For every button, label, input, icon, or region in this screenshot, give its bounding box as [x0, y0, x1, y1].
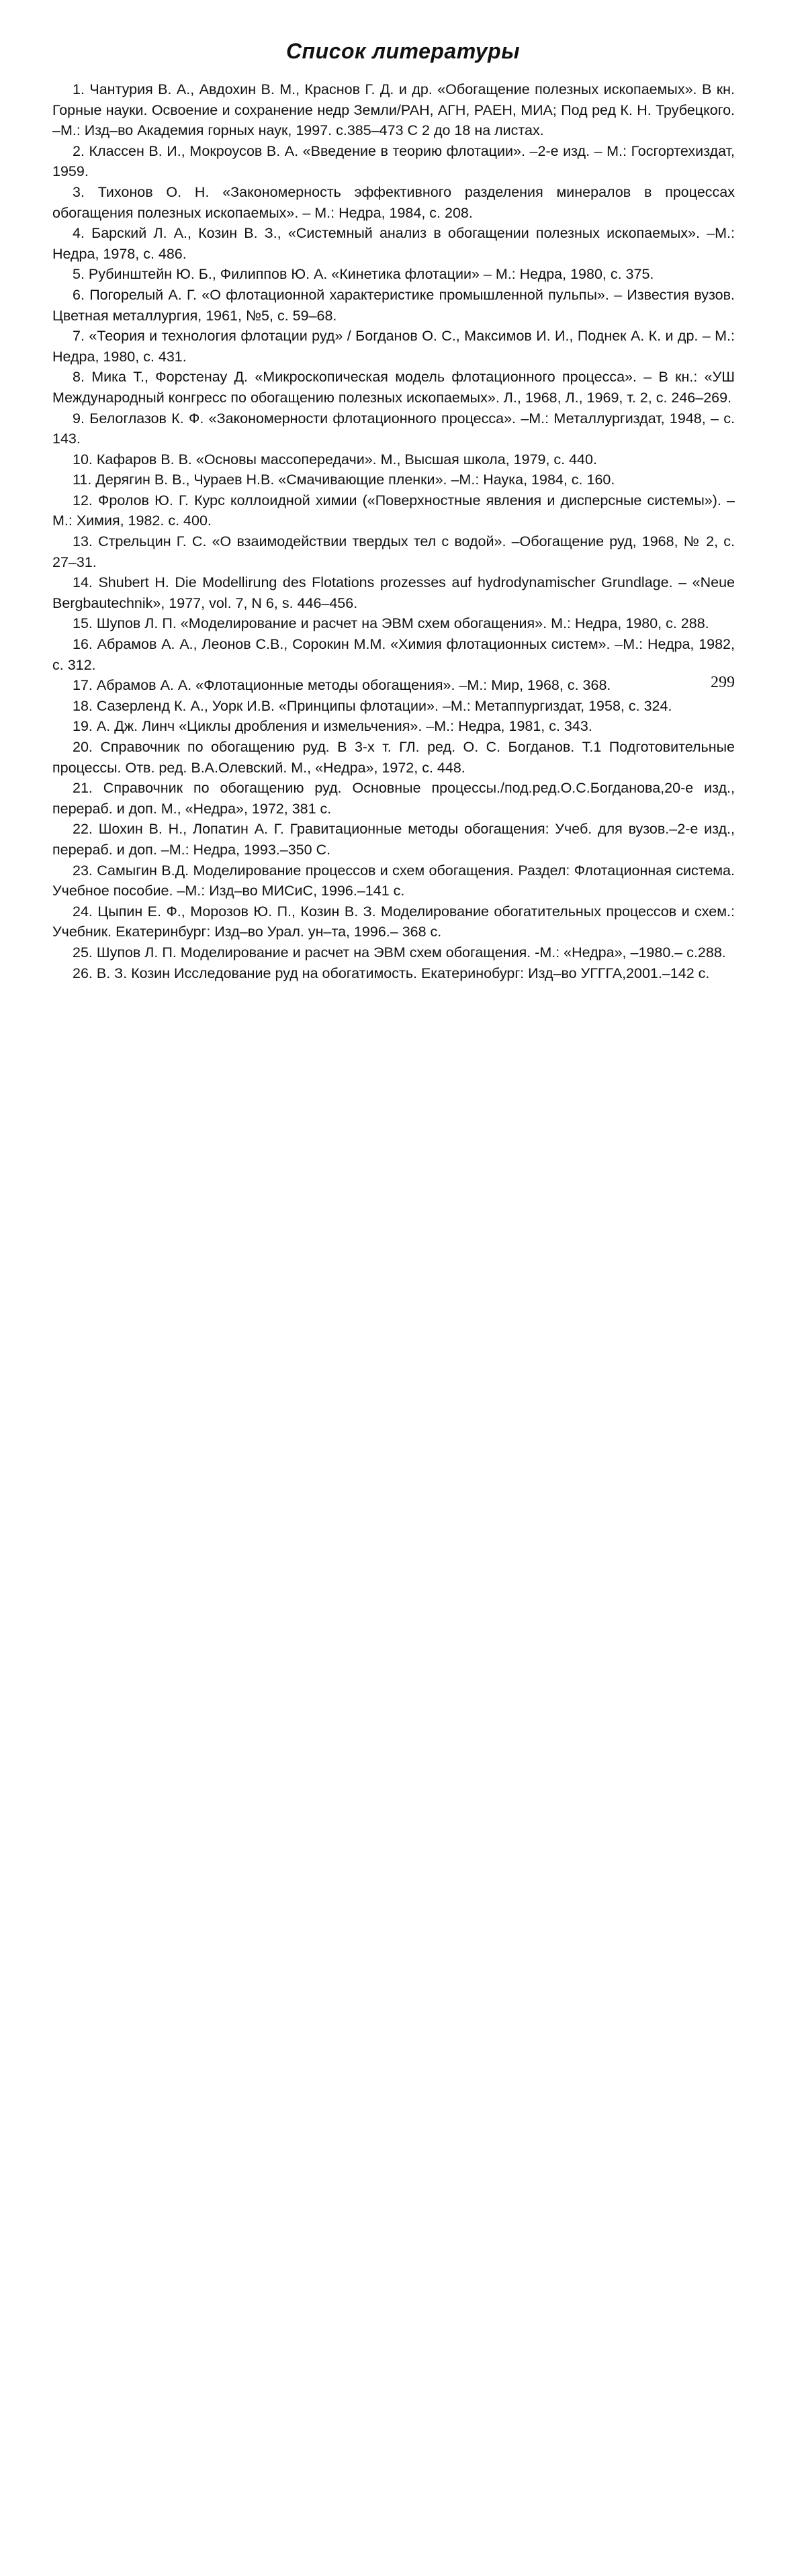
reference-item: 3. Тихонов О. Н. «Закономерность эффективного разделения минералов в процессах обогащения полезных ископаемых». – М.: Недра, 1984, с. 208.: [52, 183, 735, 221]
reference-item: 2. Классен В. И., Мокроусов В. А. «Введение в теорию флотации». –2-е изд. – М.: Госгортехиздат, 1959.: [52, 142, 735, 180]
reference-item: 4. Барский Л. А., Козин В. З., «Системный анализ в обогащении полезных ископаемых». –М.: Недра, 1978, с. 486.: [52, 225, 735, 262]
reference-item: 20. Справочник по обогащению руд. В 3-х т. ГЛ. ред. О. С. Богданов. Т.1 Подготовительные процессы. Отв. ред. В.А.Олевский. М., «Недра», 1972, с. 448.: [52, 739, 735, 776]
page-number: 299: [711, 674, 735, 691]
reference-item: 10. Кафаров В. В. «Основы массопередачи». М., Высшая школа, 1979, с. 440.: [73, 451, 597, 468]
reference-item: 13. Стрельцин Г. С. «О взаимодействии твердых тел с водой». –Обогащение руд, 1968, № 2, с. 27–31.: [52, 533, 735, 570]
reference-list: [52, 79, 735, 983]
reference-item: 5. Рубинштейн Ю. Б., Филиппов Ю. А. «Кинетика флотации» – М.: Недра, 1980, с. 375.: [73, 266, 654, 283]
reference-item: 26. В. З. Козин Исследование руд на обогатимость. Екатеринобург: Изд–во УГГГА,2001.–142 с.: [73, 965, 710, 981]
reference-item: 22. Шохин В. Н., Лопатин А. Г. Гравитационные методы обогащения: Учеб. для вузов.–2-е изд., перераб. и доп. –М.: Недра, 1993.–350 С.: [52, 821, 735, 858]
reference-item: 12. Фролов Ю. Г. Курс коллоидной химии («Поверхностные явления и дисперсные системы»). – М.: Химия, 1982. с. 400.: [52, 492, 735, 529]
reference-item: 17. Абрамов А. А. «Флотационные методы обогащения». –М.: Мир, 1968, с. 368.: [73, 677, 611, 694]
reference-item: 15. Шупов Л. П. «Моделирование и расчет на ЭВМ схем обогащения». М.: Недра, 1980, с. 288.: [73, 615, 709, 632]
reference-item: 21. Справочник по обогащению руд. Основные процессы./под.ред.О.С.Богданова,20-е изд., перераб. и доп. М., «Недра», 1972, 381 с.: [52, 780, 735, 817]
reference-item: 16. Абрамов А. А., Леонов С.В., Сорокин М.М. «Химия флотационных систем». –М.: Недра, 1982, с. 312.: [52, 636, 735, 673]
reference-item: 14. Shubert H. Die Modellirung des Flotations prozesses auf hydrodynamischer Grundlage. – «Neue Bergbautechnik», 1977, vol. 7, N 6, s. 446–456.: [52, 574, 735, 611]
reference-item: 1. Чантурия В. А., Авдохин В. М., Краснов Г. Д. и др. «Обогащение полезных ископаемых». В кн. Горные науки. Освоение и сохранение недр Земли/РАН, АГН, РАЕН, МИА; Под ред К. Н. Трубецкого. –М.: Изд–во Академия горных наук, 1997. с.385–473 С 2 до 18 на листах.: [52, 81, 735, 139]
reference-item: 23. Самыгин В.Д. Моделирование процессов и схем обогащения. Раздел: Флотационная система. Учебное пособие. –М.: Изд–во МИСиС, 1996.–141 с.: [52, 862, 735, 899]
reference-item: 18. Сазерленд К. А., Уорк И.В. «Принципы флотации». –М.: Метаппургиздат, 1958, с. 324.: [73, 697, 672, 714]
reference-item: 9. Белоглазов К. Ф. «Закономерности флотационного процесса». –М.: Металлургиздат, 1948, – с. 143.: [52, 410, 735, 447]
reference-item: 6. Погорелый А. Г. «О флотационной характеристике промышленной пульпы». – Известия вузов. Цветная металлургия, 1961, №5, с. 59–68.: [52, 286, 735, 324]
page-title: Список литературы: [285, 39, 521, 63]
reference-item: 8. Мика Т., Форстенау Д. «Микроскопическая модель флотационного процесса». – В кн.: «УШ Международный конгресс по обогащению полезных ископаемых». Л., 1968, Л., 1969, т. 2, с. 246–269.: [52, 369, 735, 406]
reference-item: 25. Шупов Л. П. Моделирование и расчет на ЭВМ схем обогащения. -М.: «Недра», –1980.– с.288.: [73, 944, 726, 961]
reference-item: 24. Цыпин Е. Ф., Морозов Ю. П., Козин В. З. Моделирование обогатительных процессов и схем.: Учебник. Екатеринбург: Изд–во Урал. ун–та, 1996.– 368 с.: [52, 903, 735, 940]
reference-item: 19. А. Дж. Линч «Циклы дробления и измельчения». –М.: Недра, 1981, с. 343.: [73, 718, 592, 735]
reference-item: 7. «Теория и технология флотации руд» / Богданов О. С., Максимов И. И., Поднек А. К. и др. – М.: Недра, 1980, с. 431.: [52, 328, 735, 365]
reference-item: 11. Дерягин В. В., Чураев Н.В. «Смачивающие пленки». –М.: Наука, 1984, с. 160.: [73, 472, 615, 488]
